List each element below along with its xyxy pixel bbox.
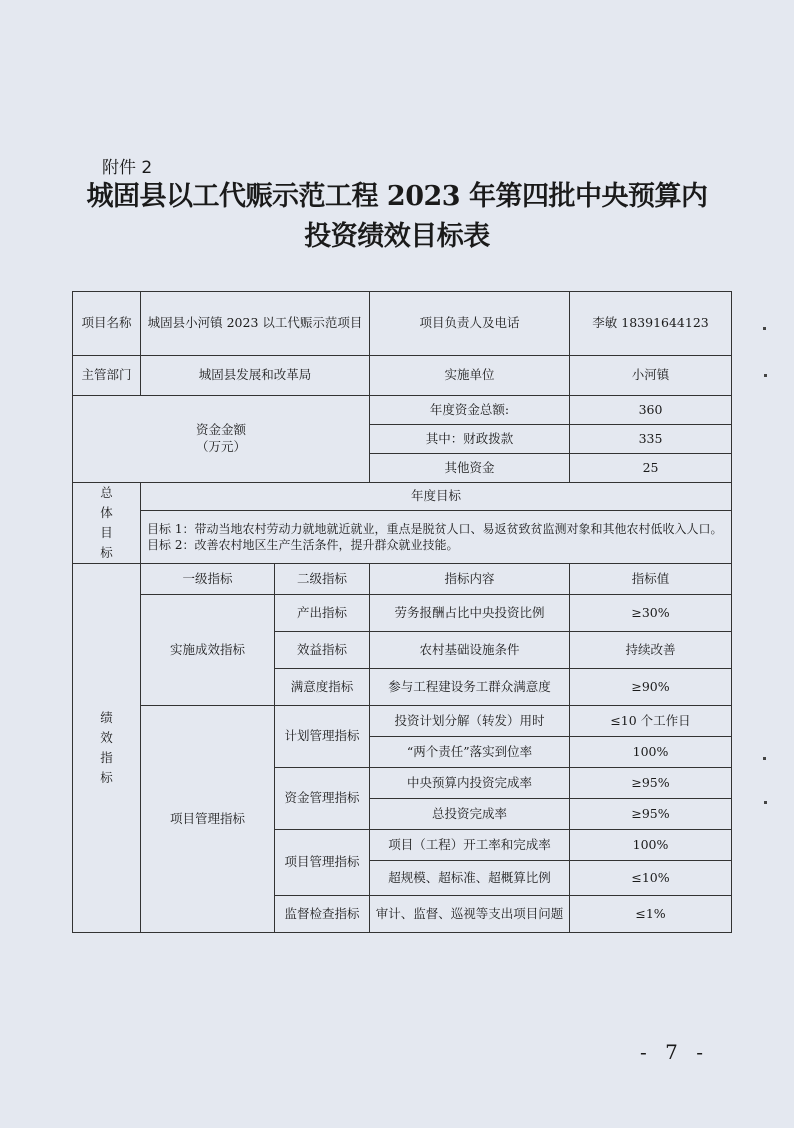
funds-row-value: 25: [570, 454, 732, 483]
indicator-content: 投资计划分解（转发）用时: [370, 706, 570, 737]
annual-goal-text: [141, 511, 732, 564]
performance-side-label: [73, 564, 141, 933]
document-title-line2: 投资绩效目标表: [304, 221, 490, 252]
level2-indicator: 计划管理指标: [275, 706, 370, 768]
table-row: [73, 511, 732, 564]
indicator-value: ≤1%: [570, 896, 732, 933]
contact-value: 李敏 18391644123: [570, 292, 732, 356]
column-header: 一级指标: [141, 564, 275, 595]
level1-indicator: 项目管理指标: [141, 706, 275, 933]
goal-1: 目标 1：带动当地农村劳动力就地就近就业，重点是脱贫人口、易返贫致贫监测对象和其他农村低收入人口。: [147, 522, 723, 536]
funds-row-label: 年度资金总额:: [370, 396, 570, 425]
level2-indicator: 效益指标: [275, 632, 370, 669]
funds-label: 资金金额: [196, 422, 247, 438]
table-row: [73, 356, 732, 396]
side-char: 标: [100, 545, 113, 560]
indicator-value: ≥90%: [570, 669, 732, 706]
performance-target-table: [72, 291, 732, 933]
indicator-value: ≥30%: [570, 595, 732, 632]
side-char: 目: [100, 525, 113, 540]
scan-speck: [763, 757, 766, 760]
funds-row-value: 360: [570, 396, 732, 425]
indicator-value: 持续改善: [570, 632, 732, 669]
document-title-line1: 城固县以工代赈示范工程 2023 年第四批中央预算内: [86, 181, 708, 212]
column-header: 指标值: [570, 564, 732, 595]
table-row: [73, 292, 732, 356]
funds-row-label: 其中：财政拨款: [370, 425, 570, 454]
funds-row-value: 335: [570, 425, 732, 454]
scan-speck: [764, 801, 767, 804]
unit-label: 实施单位: [370, 356, 570, 396]
attachment-label: 附件 2: [102, 158, 153, 178]
level1-indicator: 实施成效指标: [141, 595, 275, 706]
unit-value: 小河镇: [570, 356, 732, 396]
indicator-value: ≤10%: [570, 861, 732, 896]
column-header: 指标内容: [370, 564, 570, 595]
indicator-value: 100%: [570, 830, 732, 861]
indicator-value: ≤10 个工作日: [570, 706, 732, 737]
level2-indicator: 项目管理指标: [275, 830, 370, 896]
dept-label: 主管部门: [73, 356, 141, 396]
level2-indicator: 满意度指标: [275, 669, 370, 706]
goal-2: 目标 2：改善农村地区生产生活条件，提升群众就业技能。: [147, 538, 459, 553]
table-row: [73, 564, 732, 595]
table-row: [73, 706, 732, 737]
overall-goal-side-label: [73, 483, 141, 564]
scan-speck: [763, 327, 766, 330]
side-char: 总: [100, 485, 113, 500]
level2-indicator: 产出指标: [275, 595, 370, 632]
side-char: 体: [100, 505, 113, 520]
indicator-content: 中央预算内投资完成率: [370, 768, 570, 799]
indicator-value: ≥95%: [570, 799, 732, 830]
project-name-value: 城固县小河镇 2023 以工代赈示范项目: [141, 292, 370, 356]
table-row: [73, 595, 732, 632]
scan-speck: [764, 374, 767, 377]
page-number: - 7 -: [640, 1040, 709, 1064]
level2-indicator: 监督检查指标: [275, 896, 370, 933]
dept-value: 城固县发展和改革局: [141, 356, 370, 396]
indicator-content: 项目（工程）开工率和完成率: [370, 830, 570, 861]
side-char: 绩: [100, 710, 113, 725]
side-char: 指: [100, 750, 113, 765]
indicator-content: 审计、监督、巡视等支出项目问题: [370, 896, 570, 933]
funds-unit: （万元）: [196, 439, 247, 454]
indicator-content: 超规模、超标准、超概算比例: [370, 861, 570, 896]
indicator-value: ≥95%: [570, 768, 732, 799]
indicator-content: 农村基础设施条件: [370, 632, 570, 669]
annual-goal-header: 年度目标: [141, 483, 732, 511]
contact-label: 项目负责人及电话: [370, 292, 570, 356]
indicator-content: 劳务报酬占比中央投资比例: [370, 595, 570, 632]
side-char: 效: [100, 730, 113, 745]
table-row: [73, 396, 732, 425]
column-header: 二级指标: [275, 564, 370, 595]
funds-label-cell: [73, 396, 370, 483]
level2-indicator: 资金管理指标: [275, 768, 370, 830]
table-row: [73, 483, 732, 511]
indicator-content: 参与工程建设务工群众满意度: [370, 669, 570, 706]
funds-row-label: 其他资金: [370, 454, 570, 483]
side-char: 标: [100, 770, 113, 785]
indicator-content: 总投资完成率: [370, 799, 570, 830]
project-name-label: 项目名称: [73, 292, 141, 356]
indicator-content: “两个责任”落实到位率: [370, 737, 570, 768]
indicator-value: 100%: [570, 737, 732, 768]
